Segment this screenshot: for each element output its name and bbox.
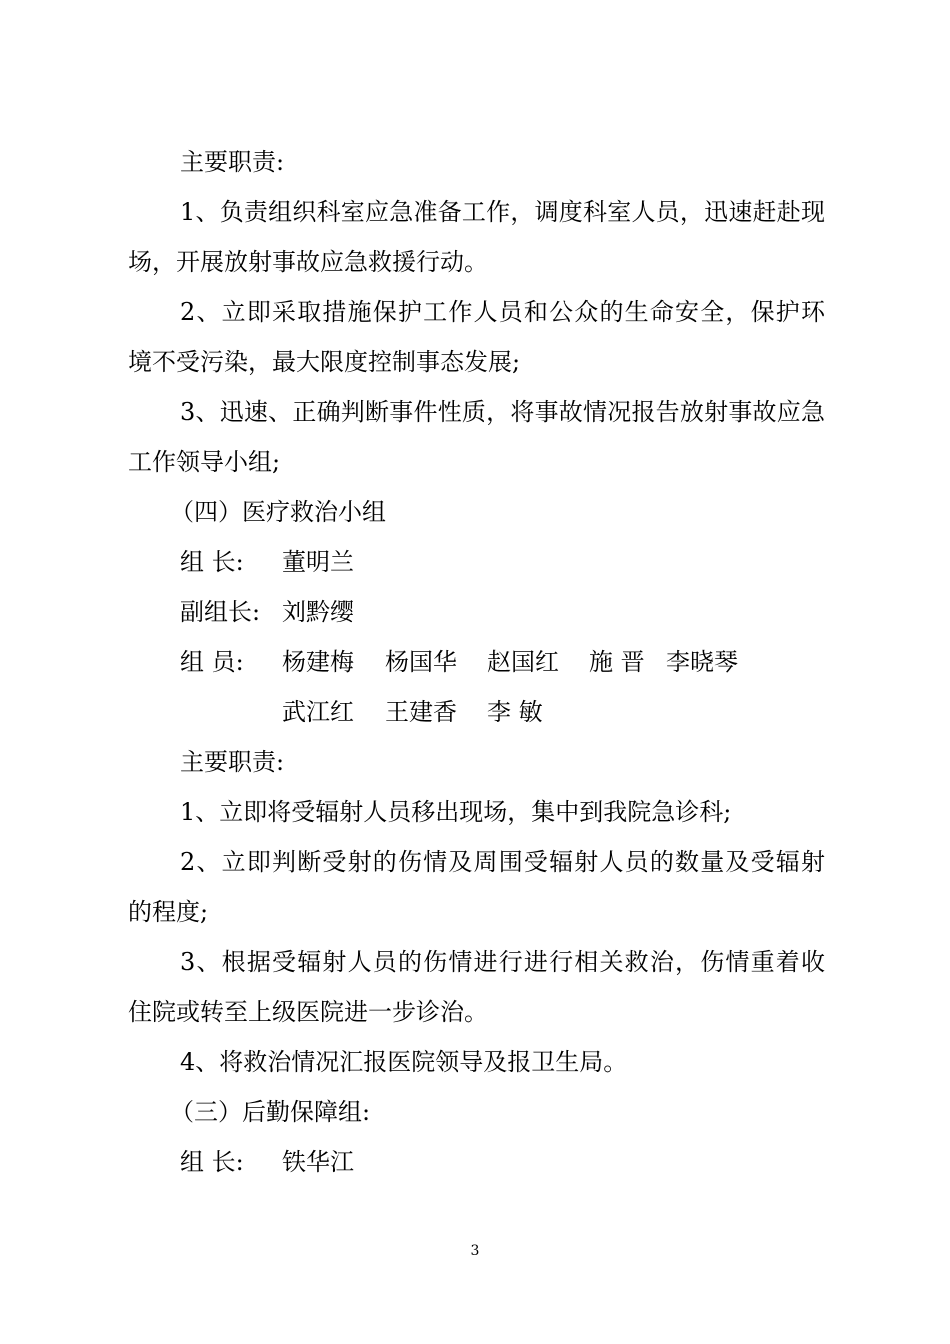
deputy-leader-label: 副组长: bbox=[180, 598, 261, 626]
duty-item-3-line-2: 工作领导小组; bbox=[128, 448, 281, 476]
duty-item-2-line-1: 2、立即采取措施保护工作人员和公众的生命安全，保护环 bbox=[180, 298, 825, 326]
member-name: 王建香 bbox=[385, 698, 457, 726]
leader-name: 董明兰 bbox=[282, 548, 354, 576]
duty-item-2-line-2: 境不受污染，最大限度控制事态发展; bbox=[128, 348, 521, 376]
section-heading-duties-1: 主要职责: bbox=[180, 148, 285, 176]
member-name: 杨建梅 bbox=[282, 648, 354, 676]
medical-duty-2-line-2: 的程度; bbox=[128, 898, 209, 926]
group-heading-medical: （四）医疗救治小组 bbox=[170, 498, 386, 526]
medical-duty-3-line-1: 3、根据受辐射人员的伤情进行进行相关救治，伤情重着收 bbox=[180, 948, 825, 976]
deputy-leader-name: 刘黔缨 bbox=[282, 598, 354, 626]
medical-duty-2-line-1: 2、立即判断受射的伤情及周围受辐射人员的数量及受辐射 bbox=[180, 848, 825, 876]
member-name: 武江红 bbox=[282, 698, 354, 726]
group-heading-logistics: （三）后勤保障组: bbox=[170, 1098, 371, 1126]
logistics-leader-name: 铁华江 bbox=[282, 1148, 354, 1176]
member-name: 杨国华 bbox=[385, 648, 457, 676]
duty-item-1-line-2: 场，开展放射事故应急救援行动。 bbox=[128, 248, 488, 276]
logistics-leader-label: 组 长: bbox=[180, 1148, 244, 1176]
members-label: 组 员: bbox=[180, 648, 244, 676]
member-name: 施 晋 bbox=[589, 648, 645, 676]
duty-item-3-line-1: 3、迅速、正确判断事件性质，将事故情况报告放射事故应急 bbox=[180, 398, 825, 426]
member-name: 李 敏 bbox=[487, 698, 543, 726]
member-name: 李晓琴 bbox=[666, 648, 738, 676]
member-name: 赵国红 bbox=[487, 648, 559, 676]
duty-item-1-line-1: 1、负责组织科室应急准备工作，调度科室人员，迅速赶赴现 bbox=[180, 198, 825, 226]
page-number: 3 bbox=[470, 1243, 480, 1259]
medical-duty-1: 1、立即将受辐射人员移出现场，集中到我院急诊科; bbox=[180, 798, 732, 826]
leader-label: 组 长: bbox=[180, 548, 244, 576]
section-heading-duties-2: 主要职责: bbox=[180, 748, 285, 776]
medical-duty-4: 4、将救治情况汇报医院领导及报卫生局。 bbox=[180, 1048, 628, 1076]
medical-duty-3-line-2: 住院或转至上级医院进一步诊治。 bbox=[128, 998, 488, 1026]
